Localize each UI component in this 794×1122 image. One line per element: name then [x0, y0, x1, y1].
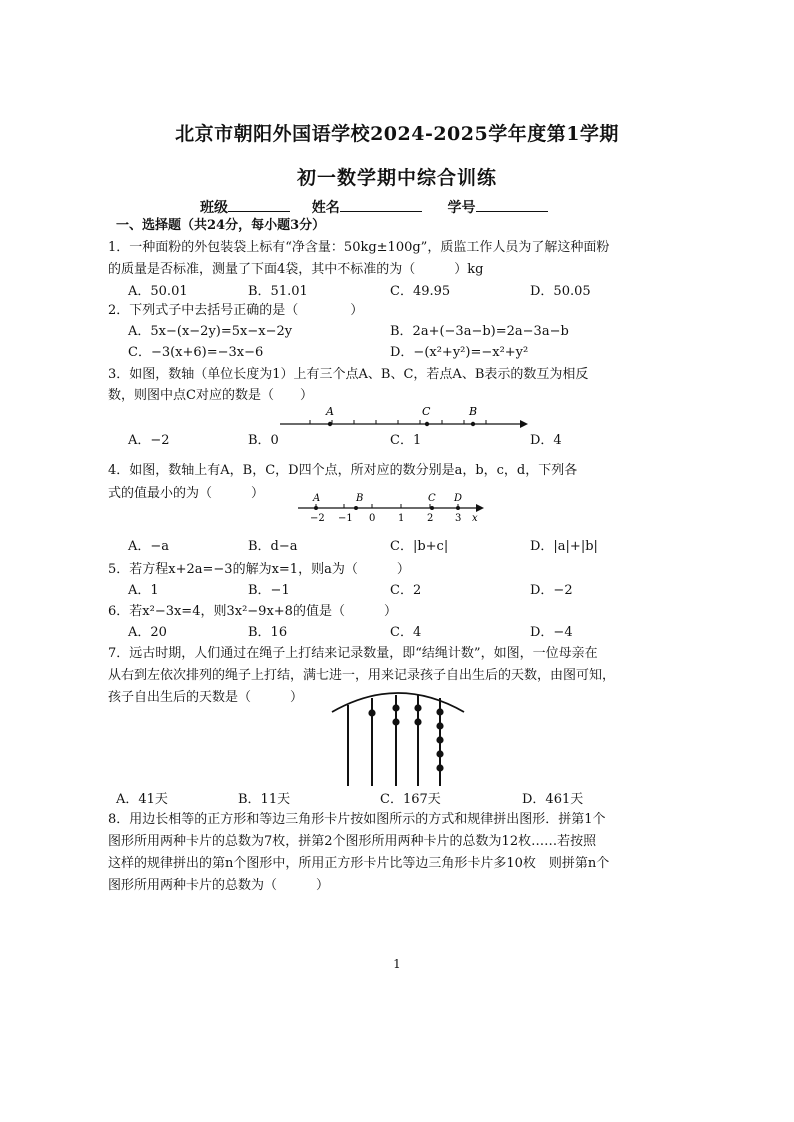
q1-option-c: C．49.95 — [390, 284, 451, 299]
q6-stem: 6．若x²−3x=4，则3x²−9x+8的值是（ ） — [108, 604, 397, 619]
page-number: 1 — [393, 957, 401, 971]
q3-point-b — [471, 422, 475, 426]
q4-option-b: B．d−a — [248, 539, 298, 554]
q3-option-b: B．0 — [248, 433, 279, 448]
exam-title: 北京市朝阳外国语学校2024-2025学年度第1学期 — [175, 123, 619, 145]
q4-tick-neg1: −1 — [338, 513, 353, 524]
q5-option-c: C．2 — [390, 583, 422, 598]
q4-point-d — [456, 506, 460, 510]
q4-tick-1: 1 — [398, 513, 405, 524]
q6-option-c: C．4 — [390, 625, 422, 640]
q7-option-b: B．11天 — [238, 792, 291, 807]
class-label: 班级 — [200, 200, 228, 216]
q2-option-c: C．−3(x+6)=−3x−6 — [128, 345, 264, 360]
q3-line2: 数，则图中点C对应的数是（ ） — [108, 388, 313, 403]
student-info-row — [200, 197, 548, 217]
q4-label-a: A — [313, 493, 321, 504]
q3-option-d: D．4 — [530, 433, 562, 448]
q2-stem: 2．下列式子中去括号正确的是（ ） — [108, 303, 364, 318]
q4-line1: 4．如图，数轴上有A，B，C，D四个点，所对应的数分别是a，b，c，d，下列各 — [108, 463, 578, 478]
q3-option-c: C．1 — [390, 433, 422, 448]
q6-option-b: B．16 — [248, 625, 288, 640]
q1-option-a: A．50.01 — [128, 284, 188, 299]
q4-tick-0: 0 — [369, 513, 376, 524]
q2-option-d: D．−(x²+y²)=−x²+y² — [390, 345, 529, 360]
q1-line1: 1．一种面粉的外包装袋上标有“净含量：50kg±100g”，质监工作人员为了解这种面粉 — [108, 240, 610, 255]
q4-label-c: C — [428, 493, 436, 504]
q4-number-line — [292, 490, 492, 526]
q1-option-b: B．51.01 — [248, 284, 308, 299]
q5-option-b: B．−1 — [248, 583, 290, 598]
q3-label-c: C — [422, 405, 431, 418]
q4-option-d: D．|a|+|b| — [530, 539, 598, 554]
q1-line2: 的质量是否标准，测量了下面4袋，其中不标准的为（ ）kg — [108, 262, 484, 277]
q3-label-a: A — [326, 405, 334, 418]
q8-line4: 图形所用两种卡片的总数为（ ） — [108, 878, 330, 893]
q7-line2: 从右到左依次排列的绳子上打结，满七进一，用来记录孩子自出生后的天数，由图可知， — [108, 668, 616, 683]
class-blank — [228, 198, 290, 212]
q4-label-d: D — [454, 493, 463, 504]
q4-tick-3: 3 — [455, 513, 462, 524]
q4-point-a — [314, 506, 318, 510]
q3-label-b: B — [469, 405, 478, 418]
section-heading: 一、选择题（共24分，每小题3分） — [116, 218, 326, 233]
q4-line2: 式的值最小的为（ ） — [108, 486, 265, 501]
q3-option-a: A．−2 — [128, 433, 170, 448]
q4-label-b: B — [356, 493, 364, 504]
q7-line3: 孩子自出生后的天数是（ ） — [108, 690, 304, 705]
q3-point-a — [328, 422, 332, 426]
q5-option-a: A．1 — [128, 583, 159, 598]
name-label: 姓名 — [311, 200, 340, 216]
q5-option-d: D．−2 — [530, 583, 573, 598]
q7-knot-figure — [328, 678, 468, 790]
q6-option-a: A．20 — [128, 625, 167, 640]
q7-option-c: C．167天 — [380, 792, 441, 807]
q4-point-b — [354, 506, 358, 510]
id-blank — [476, 198, 548, 212]
q3-number-line — [270, 402, 530, 436]
q6-option-d: D．−4 — [530, 625, 573, 640]
q4-tick-neg2: −2 — [310, 513, 325, 524]
q3-line1: 3．如图，数轴（单位长度为1）上有三个点A、B、C，若点A、B表示的数互为相反 — [108, 367, 589, 382]
q7-option-d: D．461天 — [522, 792, 584, 807]
name-blank — [340, 198, 422, 212]
q2-option-b: B．2a+(−3a−b)=2a−3a−b — [390, 324, 569, 339]
q4-axis-label: x — [472, 513, 478, 524]
q4-option-c: C．|b+c| — [390, 539, 449, 554]
q2-option-a: A．5x−(x−2y)=5x−x−2y — [128, 324, 293, 339]
q8-line2: 图形所用两种卡片的总数为7枚，拼第2个图形所用两种卡片的总数为12枚……若按照 — [108, 834, 597, 849]
q1-option-d: D．50.05 — [530, 284, 591, 299]
exam-subtitle: 初一数学期中综合训练 — [296, 167, 497, 189]
q4-option-a: A．−a — [128, 539, 170, 554]
q8-line1: 8．用边长相等的正方形和等边三角形卡片按如图所示的方式和规律拼出图形．拼第1个 — [108, 812, 606, 827]
q7-option-a: A．41天 — [116, 792, 168, 807]
q4-point-c — [430, 506, 434, 510]
id-label: 学号 — [447, 200, 476, 216]
q8-line3: 这样的规律拼出的第n个图形中，所用正方形卡片比等边三角形卡片多10枚 则拼第n个 — [108, 856, 610, 871]
q5-stem: 5．若方程x+2a=−3的解为x=1，则a为（ ） — [108, 562, 410, 577]
q7-line1: 7．远古时期，人们通过在绳子上打结来记录数量，即“结绳计数”，如图，一位母亲在 — [108, 646, 598, 661]
q3-point-c — [425, 422, 429, 426]
q4-tick-2: 2 — [427, 513, 434, 524]
